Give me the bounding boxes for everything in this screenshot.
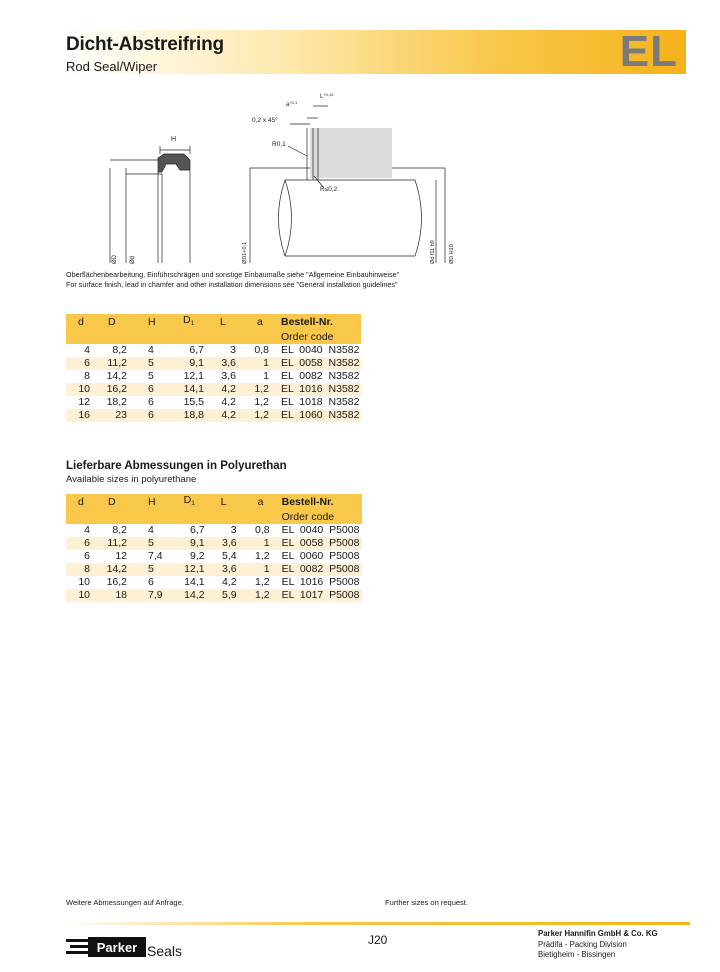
cell-a: 1,2	[254, 396, 269, 408]
cell-h: 6	[148, 576, 154, 588]
cell-h: 5	[127, 537, 163, 550]
table-row	[66, 357, 361, 370]
cell-d: 10	[66, 383, 90, 396]
label-H: H	[171, 136, 177, 143]
table-row	[66, 344, 361, 357]
cell-order-code: EL 1016 N3582	[281, 383, 360, 395]
cell-order-code: EL 0082 N3582	[281, 370, 360, 382]
cell-d: 8	[84, 370, 90, 382]
cell-d1: 12,1	[183, 370, 204, 382]
footer-divider	[60, 922, 690, 925]
header-D: D	[108, 315, 116, 328]
cell-h: 5	[148, 370, 154, 382]
logo-division: Seals	[147, 943, 183, 959]
product-code: EL	[619, 27, 678, 76]
cell-h: 7,4	[148, 550, 163, 562]
cell-d1: 6,7	[189, 344, 204, 356]
cell-d1: 9,1	[162, 357, 204, 370]
cell-d: 18,2	[106, 396, 127, 408]
header-d: d	[78, 315, 84, 328]
cell-l: 4,2	[204, 383, 238, 396]
cell-order-code: EL 1018 N3582	[281, 396, 360, 408]
cell-a: 1,2	[255, 550, 270, 562]
label-L: $L^{+0,15}$	[320, 92, 334, 100]
cell-order-code: EL 0040 N3582	[281, 344, 360, 356]
cell-a: 1,2	[239, 589, 270, 602]
cell-d1: 14,1	[184, 576, 205, 588]
cell-l: 3,6	[205, 563, 239, 576]
table-row	[66, 524, 362, 537]
cell-l: 3	[230, 344, 236, 356]
cell-d: 18	[90, 589, 127, 602]
groove-shading	[310, 128, 392, 178]
cell-d: 10	[66, 589, 90, 602]
cell-d1: 14,1	[162, 383, 204, 396]
cell-d1: 9,2	[190, 550, 205, 562]
note-en: For surface finish, lead in chamfer and other installation dimensions see "General installation guidelines"	[66, 280, 398, 289]
header-a: a	[257, 315, 263, 328]
header-order-en: Order code	[280, 510, 362, 524]
cell-a: 1	[263, 370, 269, 382]
footnote-en: Further sizes on request.	[385, 898, 468, 907]
label-D-right: ØD H10	[449, 244, 455, 264]
cell-order-code: EL 0058 P5008	[280, 537, 362, 550]
cell-d: 11,2	[90, 357, 127, 370]
cell-d: 12	[115, 550, 127, 562]
cell-a: 0,8	[255, 524, 270, 536]
sizes-table-polyurethane	[66, 494, 362, 602]
cell-d: 16,2	[90, 383, 127, 396]
page-number: J20	[368, 933, 388, 947]
cell-l: 3,6	[221, 370, 236, 382]
cell-order-code: EL 0040 P5008	[281, 524, 360, 536]
cell-a: 1,2	[238, 383, 269, 396]
table1-body	[66, 344, 361, 422]
cell-l: 3,6	[205, 537, 239, 550]
page-subtitle: Rod Seal/Wiper	[66, 59, 158, 74]
cell-d: 4	[84, 524, 90, 536]
cell-a: 1	[239, 537, 270, 550]
label-R01: R0,1	[272, 141, 286, 148]
cell-d1: 9,1	[163, 537, 205, 550]
cell-a: 1	[238, 357, 269, 370]
label-R02: R≤0,2	[320, 186, 338, 193]
parker-logo	[66, 936, 146, 958]
cell-order-code: EL 0082 P5008	[280, 563, 362, 576]
cell-d: 8,2	[112, 524, 127, 536]
cell-l: 5,4	[222, 550, 237, 562]
header-D: D	[108, 495, 116, 508]
header-order-de: Bestell-Nr.	[280, 494, 362, 510]
footnote-de: Weitere Abmessungen auf Anfrage.	[66, 898, 184, 907]
cell-a: 0,8	[254, 344, 269, 356]
cell-d1: 15,5	[183, 396, 204, 408]
header-d: d	[78, 495, 84, 508]
company-name: Parker Hannifin GmbH & Co. KG	[538, 929, 658, 938]
cell-d1: 6,7	[190, 524, 205, 536]
cell-d: 8,2	[112, 344, 127, 356]
header-a: a	[257, 495, 264, 508]
cell-l: 5,9	[205, 589, 239, 602]
header-H: H	[148, 315, 156, 328]
logo-text: Parker	[96, 940, 138, 955]
table-row	[66, 550, 362, 563]
cell-d: 4	[84, 344, 90, 356]
header-H: H	[148, 495, 156, 508]
cell-d: 8	[66, 563, 90, 576]
cell-d: 6	[66, 357, 90, 370]
cell-d: 16	[66, 409, 90, 422]
table-row	[66, 370, 361, 383]
cell-d: 11,2	[90, 537, 127, 550]
company-division: Prädifa - Packing Division	[538, 939, 627, 949]
table-row	[66, 576, 362, 589]
label-D1-right: ØD1+0,1	[242, 241, 248, 264]
cell-h: 5	[127, 357, 162, 370]
cell-d1: 14,2	[163, 589, 205, 602]
sizes-table-standard	[66, 314, 361, 422]
company-info	[538, 929, 658, 961]
table-row	[66, 537, 362, 550]
company-location: Bietigheim - Bissingen	[538, 950, 616, 959]
section2-title: Lieferbare Abmessungen in Polyurethan	[66, 460, 287, 472]
cell-h: 4	[148, 524, 154, 536]
header-order-en: Order code	[279, 330, 361, 344]
note-de: Oberflächenbearbeitung, Einführschrägen und sonstige Einbaumaße siehe "Allgemeine Einbauhinweise"	[66, 270, 400, 279]
table-row	[66, 409, 361, 422]
installation-drawing	[100, 88, 460, 268]
cell-h: 6	[148, 396, 154, 408]
label-d-left: Ød	[130, 255, 136, 264]
cell-h: 6	[127, 409, 162, 422]
label-chamfer: 0,2 x 45°	[252, 117, 278, 124]
cell-l: 3	[230, 524, 237, 536]
cell-d: 16,2	[106, 576, 127, 588]
table-row	[66, 383, 361, 396]
cell-l: 4,2	[222, 576, 237, 588]
label-D-left: ØD	[112, 255, 118, 264]
page-title: Dicht-Abstreifring	[66, 34, 224, 55]
cell-a: 1	[239, 563, 270, 576]
cell-d1: 12,1	[163, 563, 205, 576]
cell-h: 4	[148, 344, 154, 356]
label-a: $a^{+0,1}$	[286, 100, 298, 108]
cell-a: 1,2	[238, 409, 269, 422]
table2-body	[66, 524, 362, 602]
cell-d: 6	[84, 550, 90, 562]
header-order-de: Bestell-Nr.	[279, 314, 361, 330]
cell-d: 6	[66, 537, 90, 550]
cell-d: 12	[78, 396, 90, 408]
label-d-right: Ød f11 h9	[430, 240, 436, 264]
cell-order-code: EL 0060 P5008	[281, 550, 360, 562]
cell-l: 4,2	[221, 396, 236, 408]
cell-l: 3,6	[204, 357, 238, 370]
table-row	[66, 396, 361, 409]
header-D1: $D_1$	[183, 494, 195, 507]
cell-h: 6	[127, 383, 162, 396]
cell-order-code: EL 1017 P5008	[280, 589, 362, 602]
cell-d: 14,2	[106, 370, 127, 382]
header-D1: $D_1$	[183, 314, 195, 327]
table-row	[66, 563, 362, 576]
cell-order-code: EL 1016 P5008	[281, 576, 360, 588]
header-L: L	[220, 315, 226, 328]
header-L: L	[220, 495, 227, 508]
cell-l: 4,2	[204, 409, 238, 422]
cell-d: 23	[90, 409, 127, 422]
cell-order-code: EL 1060 N3582	[281, 409, 360, 421]
cell-h: 5	[127, 563, 163, 576]
installation-notes	[66, 270, 399, 290]
cell-d: 10	[78, 576, 90, 588]
cell-d: 14,2	[90, 563, 127, 576]
cell-h: 7,9	[127, 589, 163, 602]
table-row	[66, 589, 362, 602]
cell-order-code: EL 0058 N3582	[281, 357, 360, 369]
cell-d1: 18,8	[162, 409, 204, 422]
seal-profile	[110, 146, 190, 263]
section2-subtitle: Available sizes in polyurethane	[66, 474, 197, 485]
cell-a: 1,2	[255, 576, 270, 588]
